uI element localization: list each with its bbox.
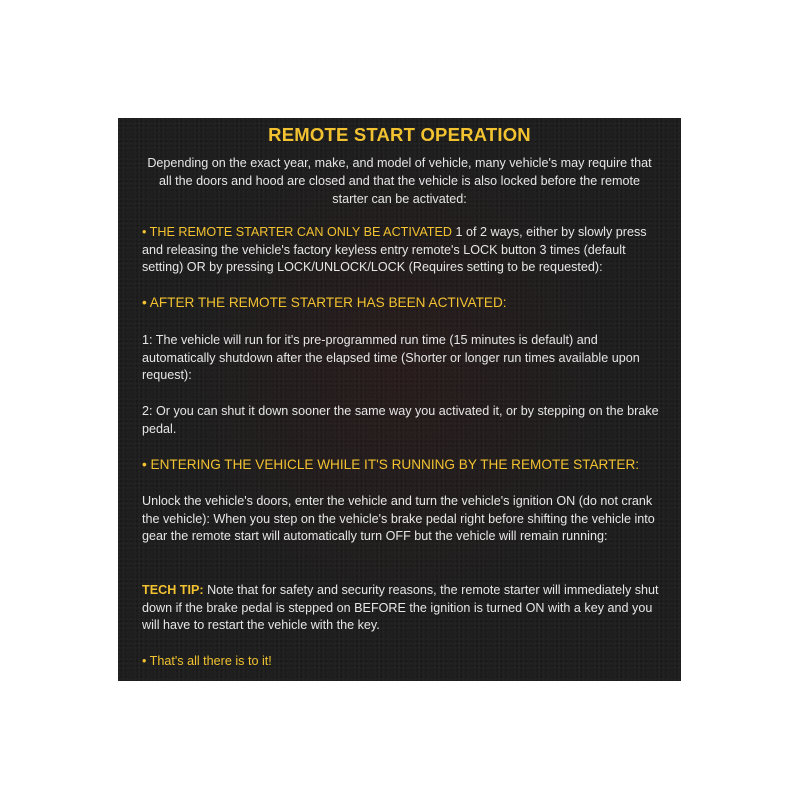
activation-paragraph [142,224,665,277]
after-item-1: 1: The vehicle will run for it's pre-programmed run time (15 minutes is default) and automatically shutdown after the elapsed time (Shorter or longer run times available upon request): [142,333,640,382]
tech-tip-paragraph [142,582,665,635]
tech-tip-label: TECH TIP: [142,583,204,597]
intro-paragraph: Depending on the exact year, make, and model of vehicle, many vehicle's may require that all the doors and hood are closed and that the vehicle is also locked before the remote starter can be activated: [147,156,652,206]
entering-vehicle-text: Unlock the vehicle's doors, enter the vehicle and turn the vehicle's ignition ON (do not crank the vehicle): When you step on the vehicle's brake pedal right before shifting the vehicle into gear the remote start will automatically turn OFF but the vehicle will remain running: [142,494,655,543]
activation-highlight: • THE REMOTE STARTER CAN ONLY BE ACTIVATED [142,225,452,239]
instruction-card [118,118,681,681]
closing-line: • That's all there is to it! [142,654,272,668]
after-activation-heading: • AFTER THE REMOTE STARTER HAS BEEN ACTIVATED: [142,295,507,310]
page-title: REMOTE START OPERATION [268,124,531,145]
activation-text: 1 of 2 ways, either by slowly press and releasing the vehicle's factory keyless entry remote's LOCK button 3 times (default setting) OR by pressing LOCK/UNLOCK/LOCK (Requires setting to be requested): [142,225,647,274]
tech-tip-text: Note that for safety and security reasons, the remote starter will immediately shut down if the brake pedal is stepped on BEFORE the ignition is turned ON with a key and you will have to restart the vehicle with the key. [142,583,659,632]
after-item-2: 2: Or you can shut it down sooner the same way you activated it, or by stepping on the brake pedal. [142,404,659,436]
entering-vehicle-heading: • ENTERING THE VEHICLE WHILE IT'S RUNNING BY THE REMOTE STARTER: [142,457,640,472]
